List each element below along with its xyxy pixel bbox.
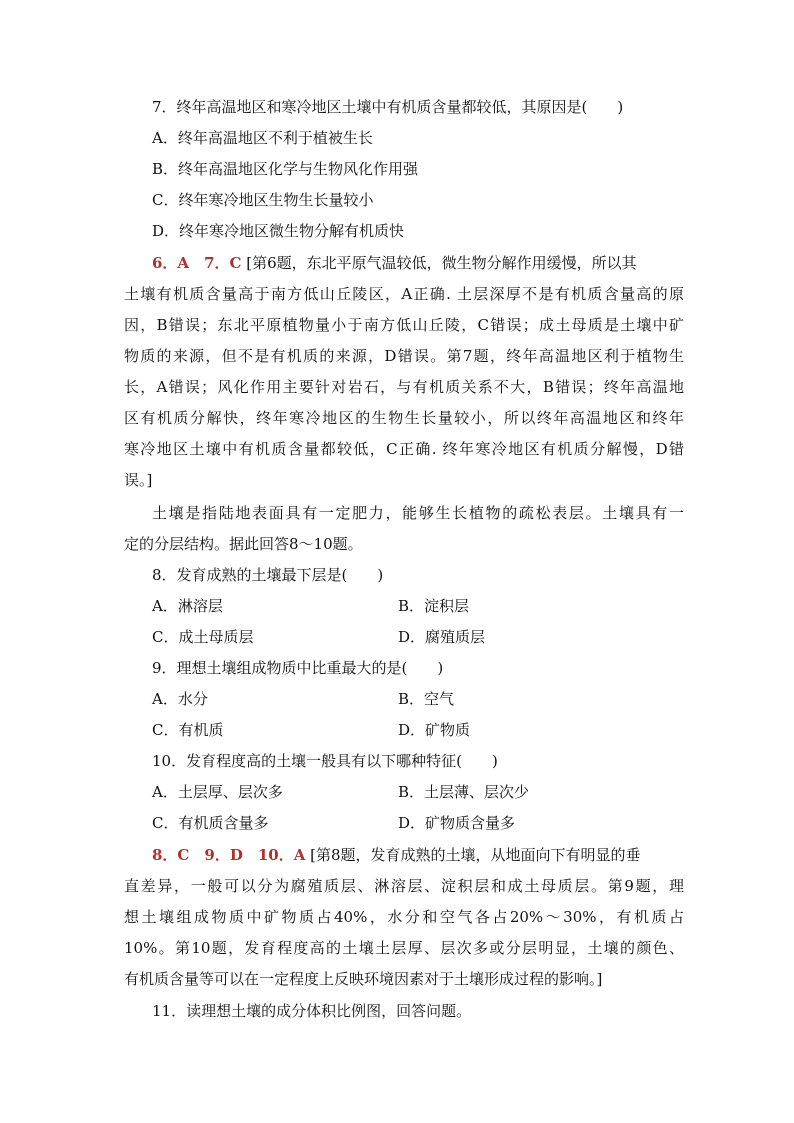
q9-option-c: C．有机质 <box>152 721 224 739</box>
answer-6-7-line-7: 寒冷地区土壤中有机质含量都较低，C正确. 终年寒冷地区有机质分解慢，D错 <box>124 440 684 458</box>
answer-6-7-text-1: [第6题，东北平原气温较低，微生物分解作用缓慢，所以其 <box>246 254 637 272</box>
q7-option-b: B．终年高温地区化学与生物风化作用强 <box>152 160 419 178</box>
answer-6-7-line-2: 土壤有机质含量高于南方低山丘陵区，A正确. 土层深厚不是有机质含量高的原 <box>124 285 684 303</box>
answer-6-7-line-3: 因，B错误；东北平原植物量小于南方低山丘陵，C错误；成土母质是土壤中矿 <box>124 316 684 334</box>
answer-6-7-line-5: 长，A错误；风化作用主要针对岩石，与有机质关系不大，B错误；终年高温地 <box>124 378 684 396</box>
answer-8-10-line-2: 直差异，一般可以分为腐殖质层、淋溶层、淀积层和成土母质层。第9题，理 <box>124 877 684 895</box>
q8-option-c: C．成土母质层 <box>152 628 254 646</box>
answer-6-7-line-6: 区有机质分解快，终年寒冷地区的生物生长量较小，所以终年高温地区和终年 <box>124 409 684 427</box>
answer-6-7-line-8: 误。] <box>124 471 153 489</box>
q9-option-b: B．空气 <box>398 690 455 708</box>
answer-8-10-line-3: 想土壤组成物质中矿物质占40%，水分和空气各占20%～30%，有机质占 <box>124 908 684 926</box>
answer-6-7-line-1 <box>152 253 684 273</box>
q9-option-d: D．矿物质 <box>398 721 471 739</box>
q11-stem: 11．读理想土壤的成分体积比例图，回答问题。 <box>152 1002 472 1020</box>
q9-stem: 9．理想土壤组成物质中比重最大的是( ) <box>152 659 444 677</box>
q7-option-d: D．终年寒冷地区微生物分解有机质快 <box>152 222 405 240</box>
answer-8-10-line-4: 10%。第10题，发育程度高的土壤土层厚、层次多或分层明显，土壤的颜色、 <box>124 939 684 957</box>
q10-option-d: D．矿物质含量多 <box>398 814 516 832</box>
q10-option-b: B．土层薄、层次少 <box>398 783 530 801</box>
q8-option-a: A．淋溶层 <box>152 597 223 615</box>
answer-8-10-text-1: [第8题，发育成熟的土壤，从地面向下有明显的垂 <box>310 846 641 864</box>
q8-option-b: B．淀积层 <box>398 597 470 615</box>
q10-option-a: A．土层厚、层次多 <box>152 783 283 801</box>
q9-option-a: A．水分 <box>152 690 208 708</box>
q8-option-d: D．腐殖质层 <box>398 628 486 646</box>
answer-key-6-7: 6．A 7．C <box>152 254 242 272</box>
q7-stem: 7．终年高温地区和寒冷地区土壤中有机质含量都较低，其原因是( ) <box>152 98 624 116</box>
answer-6-7-line-4: 物质的来源，但不是有机质的来源，D错误。第7题，终年高温地区利于植物生 <box>124 347 684 365</box>
answer-key-8-10: 8．C 9．D 10．A <box>152 846 306 864</box>
intro-line-1: 土壤是指陆地表面具有一定肥力，能够生长植物的疏松表层。土壤具有一 <box>152 504 684 522</box>
q7-option-c: C．终年寒冷地区生物生长量较小 <box>152 191 374 209</box>
answer-8-10-line-1 <box>152 845 684 865</box>
q8-stem: 8．发育成熟的土壤最下层是( ) <box>152 566 384 584</box>
q10-stem: 10．发育程度高的土壤一般具有以下哪种特征( ) <box>152 752 498 770</box>
answer-8-10-line-5: 有机质含量等可以在一定程度上反映环境因素对于土壤形成过程的影响。] <box>124 970 603 988</box>
q7-option-a: A．终年高温地区不利于植被生长 <box>152 129 373 147</box>
intro-line-2: 定的分层结构。据此回答8～10题。 <box>124 535 363 553</box>
q10-option-c: C．有机质含量多 <box>152 814 269 832</box>
